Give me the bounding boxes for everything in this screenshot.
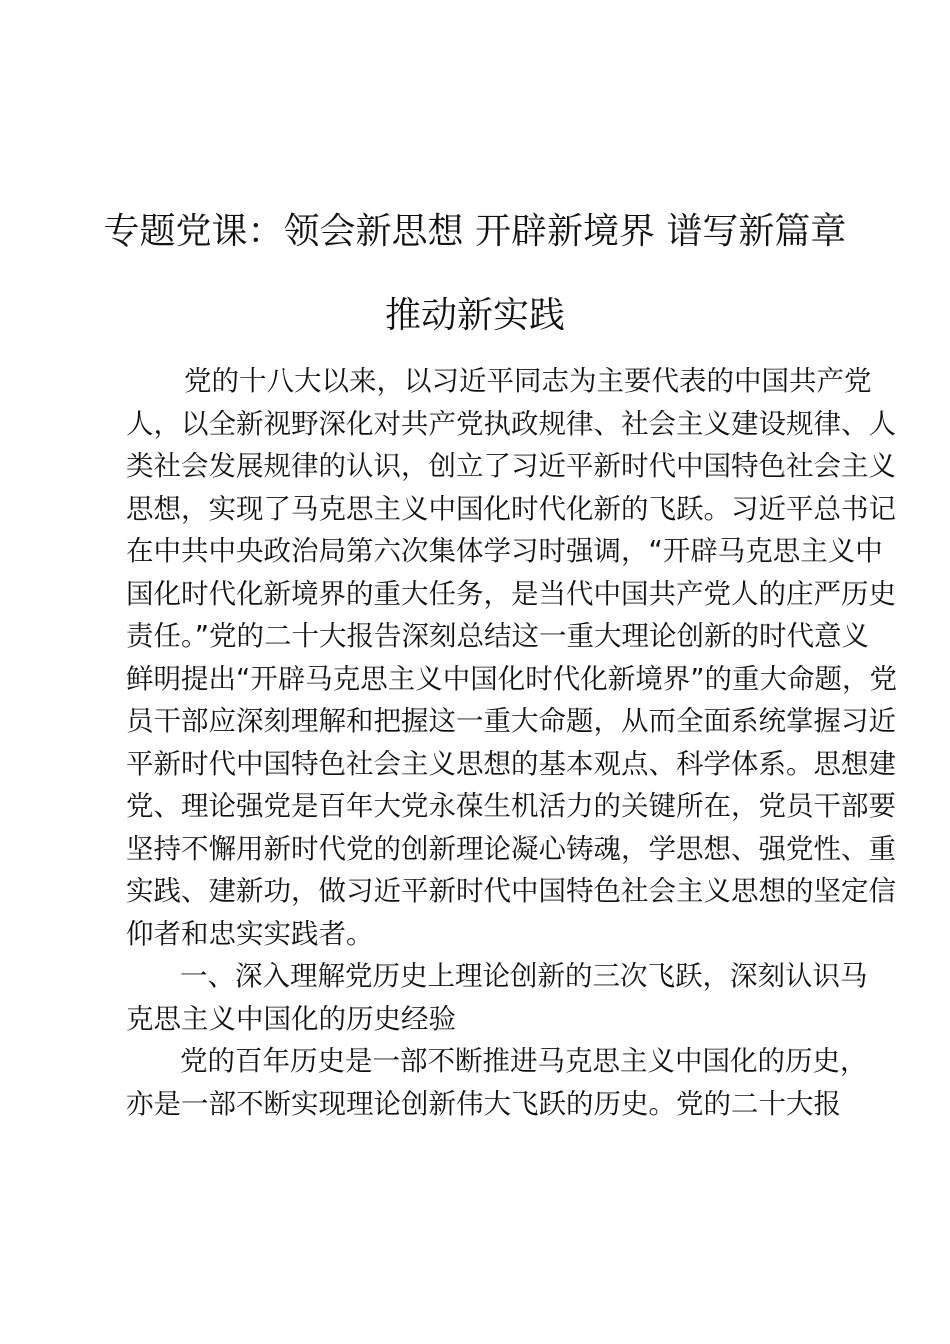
paragraph-line: 平新时代中国特色社会主义思想的基本观点、科学体系。思想建: [126, 747, 896, 780]
document-body: [126, 360, 897, 1125]
section-heading-1: [126, 955, 886, 1040]
paragraph-line: 实践、建新功，做习近平新时代中国特色社会主义思想的坚定信: [126, 875, 896, 907]
paragraph-line: 在中共中央政治局第六次集体学习时强调，“开辟马克思主义中: [126, 535, 883, 567]
paragraph-line: 坚持不懈用新时代党的创新理论凝心铸魂，学思想、强党性、重: [126, 832, 896, 865]
paragraph-line: 国化时代化新境界的重大任务，是当代中国共产党人的庄严历史: [126, 577, 896, 610]
paragraph-line: 员干部应深刻理解和把握这一重大命题，从而全面系统掌握习近: [126, 705, 896, 737]
paragraph-line: 责任。”党的二十大报告深刻总结这一重大理论创新的时代意义: [126, 620, 869, 652]
section-heading-line: 克思主义中国化的历史经验: [126, 1002, 456, 1035]
document-title-line-2: 推动新实践: [384, 295, 565, 336]
paragraph-line: 亦是一部不断实现理论创新伟大飞跃的历史。党的二十大报: [126, 1087, 841, 1120]
document-title-line-1: 专题党课：领会新思想 开辟新境界 谱写新篇章: [103, 211, 847, 252]
paragraph-line: 仰者和忠实实践者。: [126, 917, 374, 950]
paragraph-intro: [126, 360, 897, 955]
paragraph-line: 党、理论强党是百年大党永葆生机活力的关键所在，党员干部要: [126, 790, 896, 822]
section-heading-line: 一、深入理解党历史上理论创新的三次飞跃，深刻认识马: [180, 960, 868, 992]
paragraph-line: 思想，实现了马克思主义中国化时代化新的飞跃。习近平总书记: [126, 492, 896, 525]
paragraph-section-1: [126, 1040, 886, 1125]
paragraph-line: 人，以全新视野深化对共产党执政规律、社会主义建设规律、人: [126, 407, 896, 440]
paragraph-line: 党的百年历史是一部不断推进马克思主义中国化的历史，: [180, 1045, 868, 1077]
paragraph-line: 党的十八大以来，以习近平同志为主要代表的中国共产党: [184, 365, 872, 397]
paragraph-line: 类社会发展规律的认识，创立了习近平新时代中国特色社会主义: [126, 450, 896, 482]
paragraph-line: 鲜明提出“开辟马克思主义中国化时代化新境界”的重大命题，党: [126, 662, 897, 695]
